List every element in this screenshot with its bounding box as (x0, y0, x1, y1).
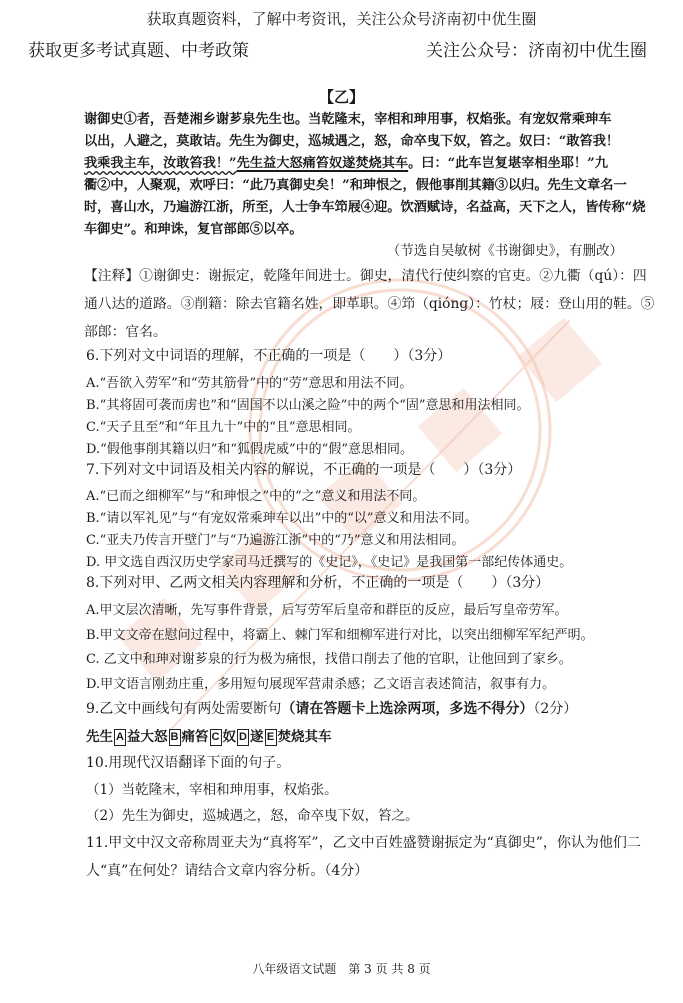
question-8-option-d: D.甲文语言刚劲庄重，多用短句展现军营肃杀感；乙文语言表述简洁，叙事有力。 (86, 677, 556, 692)
break-segment: 奴 (222, 729, 236, 745)
question-11-line: 人“真”在何处？请结合文章内容分析。（4分） (86, 863, 369, 879)
break-box-a[interactable]: A (114, 729, 126, 746)
question-9-score: （2分） (533, 701, 578, 717)
question-10-stem: 10.用现代汉语翻译下面的句子。 (86, 755, 291, 771)
passage-line: 车御史”。和珅诛，复官部郎⑤以卒。 (84, 222, 303, 237)
question-6-option-a: A.“吾欲入劳军”和“劳其筋骨”中的“劳”意思和用法不同。 (86, 376, 413, 391)
header-top-line: 获取真题资料，了解中考资讯，关注公众号济南初中优生圈 (146, 10, 537, 28)
question-7-option-b: B.“请以军礼见”与“有宠奴常乘珅车以出”中的“以”意义和用法不同。 (86, 511, 478, 526)
break-segment: 痛笞 (181, 729, 209, 745)
passage-underlined-sentence: 先生益大怒痛笞奴遂焚烧其车 (236, 156, 409, 171)
notes-line: 部郎：官名。 (84, 324, 167, 340)
passage-line (84, 152, 636, 171)
page-footer: 八年级语文试题 第 3 页 共 8 页 (252, 962, 431, 976)
question-8-option-b: B.甲文文帝在慰问过程中，将霸上、棘门军和细柳军进行对比，以突出细柳军军纪严明。 (86, 628, 594, 643)
header-left: 获取更多考试真题、中考政策 (28, 41, 249, 61)
question-6-option-b: B.“其将固可袭而虏也”和“固国不以山溪之险”中的两个“固”意思和用法相同。 (86, 398, 530, 413)
passage-line: 以出，人避之，莫敢诘。先生为御史，巡城遇之，怒，命卒曳下奴，笞之。奴曰：“敢笞我！ (84, 134, 620, 149)
question-6-option-c: C.“天子且至”和“年且九十”中的“且”意思相同。 (86, 420, 361, 435)
question-10-sentence-2: （2）先生为御史，巡城遇之，怒，命卒曳下奴，笞之。 (86, 808, 419, 824)
question-9-instruction: （请在答题卡上选涂两项，多选不得分） (281, 701, 534, 717)
question-6-option-d: D.“假他事削其籍以归”和“狐假虎威”中的“假”意思相同。 (86, 442, 413, 457)
break-box-d[interactable]: D (237, 729, 249, 746)
question-9-break-options (86, 725, 332, 746)
question-11-line: 11.甲文中汉文帝称周亚夫为“真将军”，乙文中百姓盛赞谢振定为“真御史”，你认为他们二 (86, 835, 641, 851)
question-7-option-a: A.“已而之细柳军”与“和珅恨之”中的“之”意义和用法不同。 (86, 489, 426, 504)
passage-line: 衢②中，人聚观，欢呼曰：“此乃真御史矣！”和珅恨之，假他事削其籍③以归。先生文章名一 (84, 178, 627, 193)
passage-source: （节选自吴敏树《书谢御史》，有删改） (386, 243, 623, 259)
break-box-e[interactable]: E (265, 729, 277, 746)
break-box-b[interactable]: B (169, 729, 181, 746)
passage-wavy-quote: 我乘我主车，汝敢笞我！” (84, 156, 237, 171)
question-9-text: 9.乙文中画线句有两处需要断句 (86, 701, 282, 717)
break-segment: 益大怒 (127, 729, 168, 745)
question-8-stem: 8.下列对甲、乙两文相关内容理解和分析，不正确的一项是（ ）（3分） (86, 575, 550, 591)
notes-line: 通八达的道路。③削籍：除去官籍名姓，即革职。④笻（qióng）：竹杖；屐：登山用的鞋。⑤ (84, 296, 655, 312)
break-box-c[interactable]: C (210, 729, 222, 746)
break-segment: 焚烧其车 (277, 729, 332, 745)
section-title: 【乙】 (318, 88, 364, 106)
passage-line: 谢御史①者，吾楚湘乡谢芗泉先生也。当乾隆末，宰相和珅用事，权焰张。有宠奴常乘珅车 (84, 112, 612, 127)
question-10-sentence-1: （1）当乾隆末，宰相和珅用事，权焰张。 (86, 782, 338, 798)
question-6-stem: 6.下列对文中词语的理解，不正确的一项是（ ）（3分） (86, 348, 452, 364)
header-right: 关注公众号：济南初中优生圈 (426, 41, 647, 61)
question-8-option-c: C. 乙文中和珅对谢芗泉的行为极为痛恨，找借口削去了他的官职，让他回到了家乡。 (86, 652, 572, 667)
question-8-option-a: A.甲文层次清晰，先写事件背景，后写劳军后皇帝和群臣的反应，最后写皇帝劳军。 (86, 603, 568, 618)
notes-line: 【注释】①谢御史：谢振定，乾隆年间进士。御史，清代行使纠察的官吏。②九衢（qú）：四 (84, 268, 647, 284)
question-7-stem: 7.下列对文中词语及相关内容的解说，不正确的一项是（ ）（3分） (86, 462, 522, 478)
question-7-option-c: C.“亚夫乃传言开壁门”与“乃遍游江浙”中的“乃”意义和用法相同。 (86, 533, 465, 548)
question-7-option-d: D. 甲文选自西汉历史学家司马迁撰写的《史记》，《史记》是我国第一部纪传体通史。 (86, 555, 573, 570)
question-9-stem (86, 698, 577, 718)
passage-text: 。曰：“此车岂复堪宰相坐耶！”九 (408, 156, 608, 171)
break-segment: 先生 (86, 729, 113, 745)
break-segment: 遂 (250, 729, 264, 745)
passage-line: 时，喜山水，乃遍游江浙，所至，人士争车笻屐④迎。饮酒赋诗，名益高，天下之人，皆传称“烧 (84, 200, 646, 215)
